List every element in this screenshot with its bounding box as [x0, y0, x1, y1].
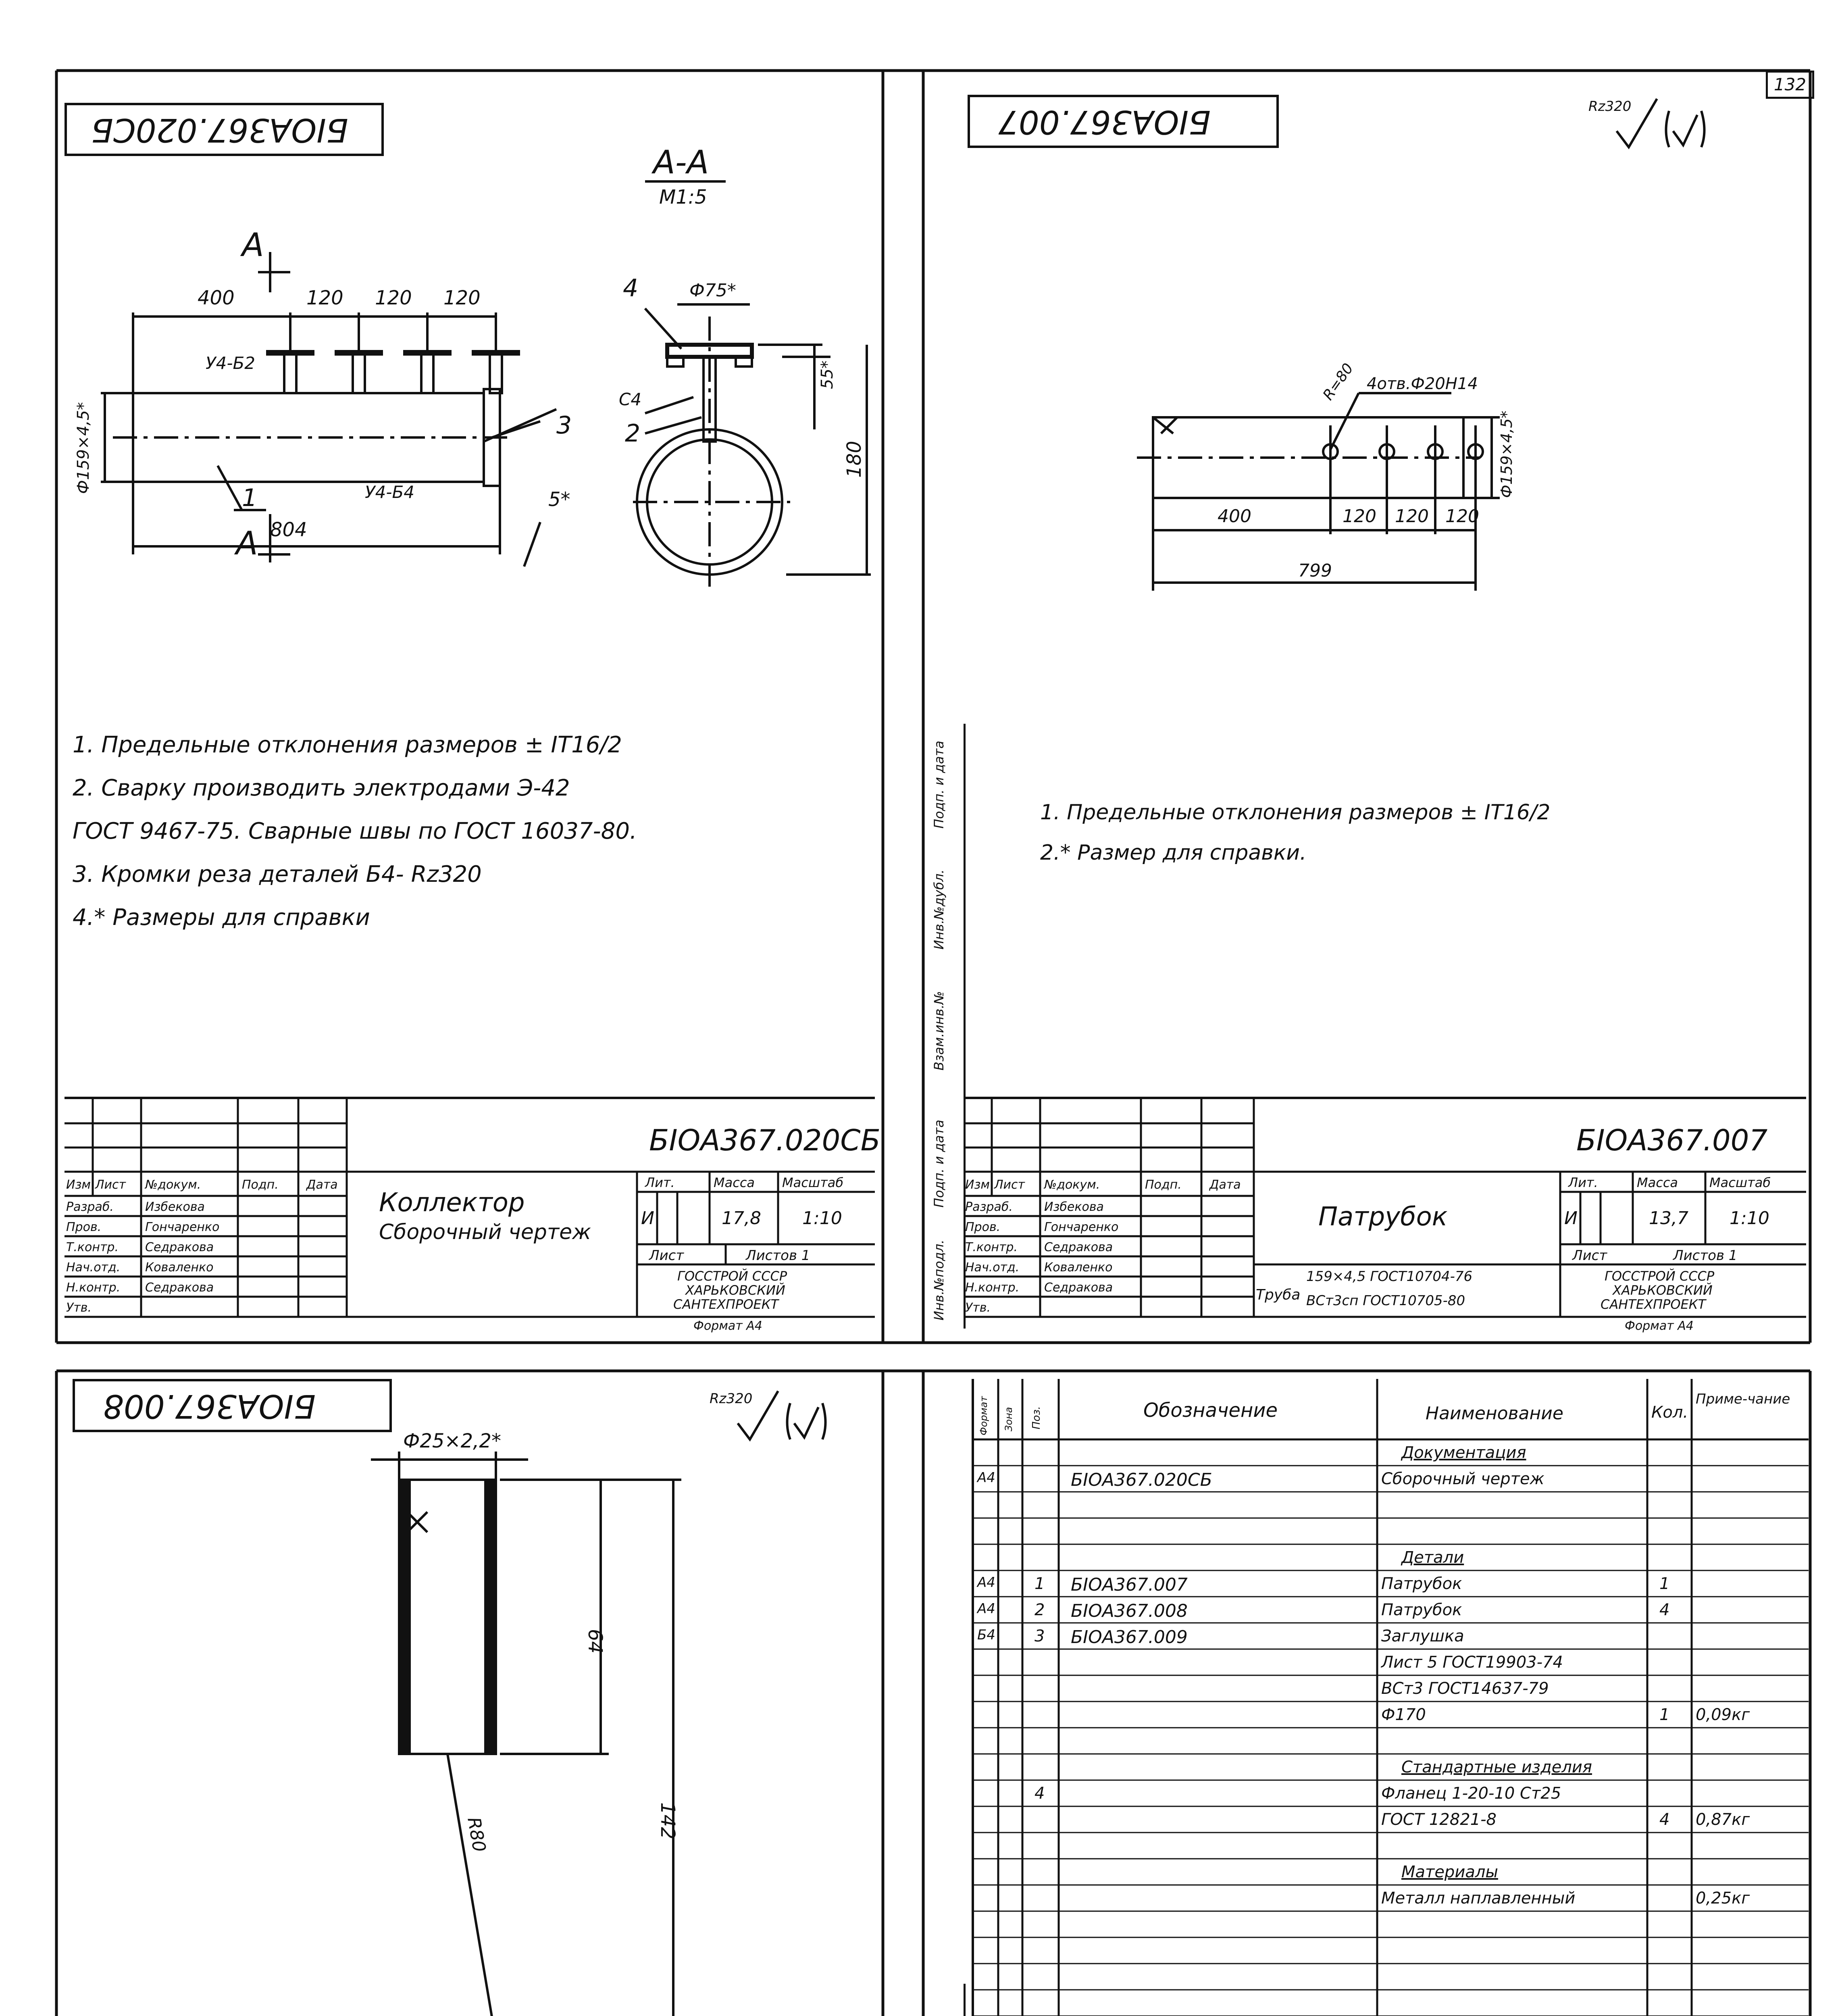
tb-tkontr: Т.контр.: [66, 1240, 119, 1254]
tb-sheet: Лист: [649, 1248, 684, 1264]
tb-org-3: САНТЕХПРОЕКТ: [673, 1297, 779, 1312]
tb-code: БІОА367.007: [1576, 1123, 1768, 1157]
stamp-code-text: БІОА367.008: [103, 1387, 316, 1425]
side-stamp-b: Подп. и дата: [931, 1120, 947, 1208]
tb-prov: Пров.: [66, 1220, 102, 1234]
spec-cell-n: Сборочный чертеж: [1381, 1470, 1544, 1488]
header-format: Формат: [978, 1396, 989, 1435]
tb-nkontr: Н.контр.: [66, 1281, 121, 1295]
tb-person-4: Коваленко: [1044, 1260, 1113, 1275]
dim-120-b: 120: [375, 287, 412, 309]
spec-cell-n: Металл наплавленный: [1381, 1889, 1576, 1908]
spec-cell-o: БІОА367.009: [1071, 1627, 1188, 1647]
spec-cell-n: Материалы: [1401, 1863, 1498, 1881]
tb-person-5: Седракова: [145, 1281, 214, 1295]
tb-nachotd: Нач.отд.: [965, 1260, 1020, 1275]
spec-cell-p: 1: [1034, 1574, 1045, 1593]
dim-r: R80: [463, 1816, 490, 1854]
side-stamp-a: Инв.№подл.: [931, 1239, 947, 1320]
dim-120-c: 120: [1445, 506, 1479, 527]
spec-cell-f: А4: [977, 1574, 995, 1591]
weld-label-1: У4-Б2: [206, 353, 256, 373]
tb-lit-label: Лит.: [1568, 1175, 1598, 1190]
tb-material-2: ВСт3сп ГОСТ10705-80: [1306, 1293, 1465, 1309]
tb-material-1: 159×4,5 ГОСТ10704-76: [1306, 1268, 1473, 1285]
dim-804: 804: [270, 519, 307, 541]
tb-lit: И: [1564, 1208, 1578, 1229]
tb-person-1: Избекова: [1044, 1200, 1104, 1214]
spec-cell-n: Патрубок: [1381, 1601, 1462, 1619]
title-block: [65, 1097, 880, 1333]
tb-data: Дата: [306, 1178, 338, 1192]
section-title: А-А: [653, 144, 709, 181]
tb-format: Формат А4: [1625, 1319, 1694, 1333]
tb-org-2: ХАРЬКОВСКИЙ: [1613, 1283, 1713, 1298]
dim-142: 142: [656, 1802, 679, 1839]
tb-massa: 17,8: [722, 1208, 761, 1229]
tb-izm: Изм: [66, 1178, 91, 1192]
spec-table: [972, 1379, 1809, 2016]
dim-pipe-diameter: Ф159×4,5*: [74, 402, 93, 494]
tb-scale-label: Масштаб: [1709, 1175, 1771, 1190]
spec-cell-f: Б4: [977, 1627, 995, 1643]
tb-scale: 1:10: [1730, 1208, 1769, 1229]
tb-lit: И: [641, 1208, 654, 1229]
tb-org-3: САНТЕХПРОЕКТ: [1601, 1297, 1706, 1312]
dim-400: 400: [198, 287, 235, 309]
dim-flange: Ф75*: [689, 280, 736, 301]
roughness-value: Rz320: [710, 1391, 753, 1407]
header-zone: Зона: [1003, 1407, 1014, 1431]
dim-pipe-diameter: Ф159×4,5*: [1498, 410, 1515, 498]
dim-5: 5*: [548, 488, 570, 511]
note-1: 1. Предельные отклонения размеров ± IT16/2: [73, 732, 622, 758]
spec-cell-k: 4: [1659, 1810, 1670, 1829]
collector-drawing: [65, 79, 875, 683]
pos-2: 2: [625, 419, 641, 448]
tb-tkontr: Т.контр.: [965, 1240, 1018, 1254]
dim-120-b: 120: [1395, 506, 1429, 527]
note-2: 2. Сварку производить электродами Э-42: [73, 775, 570, 801]
page-number: 132: [1773, 75, 1807, 94]
spec-cell-o: БІОА367.020СБ: [1071, 1470, 1212, 1490]
tb-utv: Утв.: [66, 1301, 92, 1315]
pos-3: 3: [556, 411, 572, 439]
spec-cell-p: 2: [1034, 1601, 1045, 1619]
tb-podp: Подп.: [242, 1178, 279, 1192]
tb-massa-label: Масса: [1637, 1175, 1678, 1190]
side-stamp-c: Взам.инв.№: [931, 991, 947, 1070]
tb-name: Патрубок: [1318, 1202, 1448, 1232]
tb-list: Лист: [95, 1178, 126, 1192]
notes: [1040, 800, 1798, 865]
tb-code: БІОА367.020СБ: [649, 1123, 880, 1157]
title-block: [964, 1097, 1806, 1333]
tb-izm: Изм: [965, 1178, 990, 1192]
note-5: 4.* Размеры для справки: [73, 904, 370, 931]
dim-400: 400: [1218, 506, 1251, 527]
weld-label-2: У4-Б4: [365, 482, 415, 502]
spec-cell-n: ГОСТ 12821-8: [1381, 1810, 1497, 1829]
tb-person-5: Седракова: [1044, 1281, 1113, 1295]
spec-cell-k: 1: [1659, 1706, 1670, 1724]
dim-120-a: 120: [1343, 506, 1376, 527]
tb-person-2: Гончаренко: [1044, 1220, 1119, 1234]
spec-cell-n: Патрубок: [1381, 1574, 1462, 1593]
tb-person-3: Седракова: [145, 1240, 214, 1254]
sheet-nozzle-007: [927, 79, 1806, 1337]
side-stamp: [927, 1984, 966, 2016]
sheet-specification: [927, 1379, 1806, 2016]
tb-lit-label: Лит.: [645, 1175, 675, 1190]
header-prim: Приме-чание: [1696, 1391, 1790, 1407]
side-stamp-d: Инв.№дубл.: [931, 869, 947, 950]
spec-cell-n: Детали: [1401, 1548, 1464, 1567]
tb-org-1: ГОССТРОЙ СССР: [677, 1268, 787, 1284]
spec-cell-n: ВСт3 ГОСТ14637-79: [1381, 1679, 1549, 1698]
note-1: 1. Предельные отклонения размеров ± IT16/2: [1040, 800, 1551, 825]
tb-data: Дата: [1209, 1178, 1241, 1192]
view-mark-bottom: А: [236, 525, 258, 562]
tb-razrab: Разраб.: [66, 1200, 114, 1214]
spec-cell-o: БІОА367.007: [1071, 1574, 1188, 1595]
dim-64: 64: [584, 1629, 606, 1654]
tb-utv: Утв.: [965, 1301, 991, 1315]
roughness-value: Rz320: [1588, 98, 1632, 115]
tb-scale-label: Масштаб: [782, 1175, 844, 1190]
side-stamp-e: Подп. и дата: [931, 741, 947, 829]
tb-ndok: №докум.: [145, 1178, 201, 1192]
note-3: ГОСТ 9467-75. Сварные швы по ГОСТ 16037-80.: [73, 818, 637, 844]
spec-cell-n: Документация: [1401, 1443, 1526, 1462]
dim-r: R=80: [1320, 360, 1357, 404]
spec-cell-n: Заглушка: [1381, 1627, 1464, 1645]
header-oboz: Обозначение: [1143, 1399, 1278, 1422]
tb-format: Формат А4: [693, 1319, 762, 1333]
tb-nkontr: Н.контр.: [965, 1281, 1020, 1295]
tb-person-2: Гончаренко: [145, 1220, 220, 1234]
tb-person-4: Коваленко: [145, 1260, 214, 1275]
tb-org-1: ГОССТРОЙ СССР: [1605, 1268, 1715, 1284]
dim-55: 55*: [818, 360, 837, 389]
tb-sheet: Лист: [1572, 1248, 1607, 1264]
spec-cell-p: 3: [1034, 1627, 1045, 1645]
tb-sheets: Листов 1: [746, 1248, 810, 1264]
dim-holes: 4отв.Ф20Н14: [1367, 375, 1478, 393]
spec-cell-n: Лист 5 ГОСТ19903-74: [1381, 1653, 1563, 1672]
tb-sheets: Листов 1: [1673, 1248, 1738, 1264]
sheet-collector-assembly: [65, 79, 880, 1337]
spec-cell-n: Фланец 1-20-10 Ст25: [1381, 1784, 1561, 1803]
tb-prov: Пров.: [965, 1220, 1001, 1234]
spec-cell-n: Ф170: [1381, 1706, 1426, 1724]
weld-label-3: С4: [619, 389, 642, 409]
notes: [73, 732, 871, 931]
spec-cell-r: 0,09кг: [1696, 1706, 1750, 1724]
nozzle-008-drawing: [65, 1379, 875, 2016]
dim-799: 799: [1298, 560, 1332, 581]
tb-ndok: №докум.: [1044, 1178, 1100, 1192]
section-scale: М1:5: [659, 186, 707, 208]
tb-name-1: Коллектор: [379, 1188, 525, 1218]
side-stamp: [927, 724, 966, 1329]
tb-podp: Подп.: [1145, 1178, 1182, 1192]
tb-massa-label: Масса: [714, 1175, 755, 1190]
dim-120-c: 120: [443, 287, 481, 309]
tb-razrab: Разраб.: [965, 1200, 1013, 1214]
tb-scale: 1:10: [802, 1208, 842, 1229]
header-pos: Поз.: [1030, 1406, 1043, 1429]
tb-org-2: ХАРЬКОВСКИЙ: [685, 1283, 785, 1298]
spec-cell-r: 0,25кг: [1696, 1889, 1750, 1908]
pos-1: 1: [242, 484, 258, 512]
tb-person-1: Избекова: [145, 1200, 205, 1214]
tb-material-label: Труба: [1256, 1287, 1301, 1303]
note-4: 3. Кромки реза деталей Б4- Rz320: [73, 861, 482, 887]
spec-cell-f: А4: [977, 1470, 995, 1486]
tb-nachotd: Нач.отд.: [66, 1260, 121, 1275]
pos-4: 4: [623, 274, 639, 302]
dim-180: 180: [843, 441, 866, 478]
tb-person-3: Седракова: [1044, 1240, 1113, 1254]
dim-pipe-diameter: Ф25×2,2*: [403, 1430, 501, 1452]
spec-cell-r: 0,87кг: [1696, 1810, 1750, 1829]
note-2: 2.* Размер для справки.: [1040, 841, 1307, 865]
header-naim: Наименование: [1426, 1403, 1563, 1424]
header-kol: Кол.: [1651, 1403, 1688, 1422]
spec-cell-k: 4: [1659, 1601, 1670, 1619]
stamp-code-text: БІОА367.007: [998, 103, 1211, 141]
spec-cell-p: 4: [1034, 1784, 1045, 1803]
spec-cell-n: Стандартные изделия: [1401, 1758, 1592, 1776]
spec-cell-k: 1: [1659, 1574, 1670, 1593]
spec-cell-o: БІОА367.008: [1071, 1601, 1188, 1621]
nozzle-007-drawing: [927, 79, 1806, 603]
view-mark-top: А: [242, 226, 264, 264]
tb-name-2: Сборочный чертеж: [379, 1220, 591, 1244]
tb-massa: 13,7: [1649, 1208, 1688, 1229]
sheet-nozzle-008: [65, 1379, 875, 2016]
spec-cell-f: А4: [977, 1601, 995, 1617]
dim-120-a: 120: [306, 287, 343, 309]
stamp-code-text: БІОА367.020СБ: [91, 111, 348, 149]
tb-list: Лист: [994, 1178, 1025, 1192]
